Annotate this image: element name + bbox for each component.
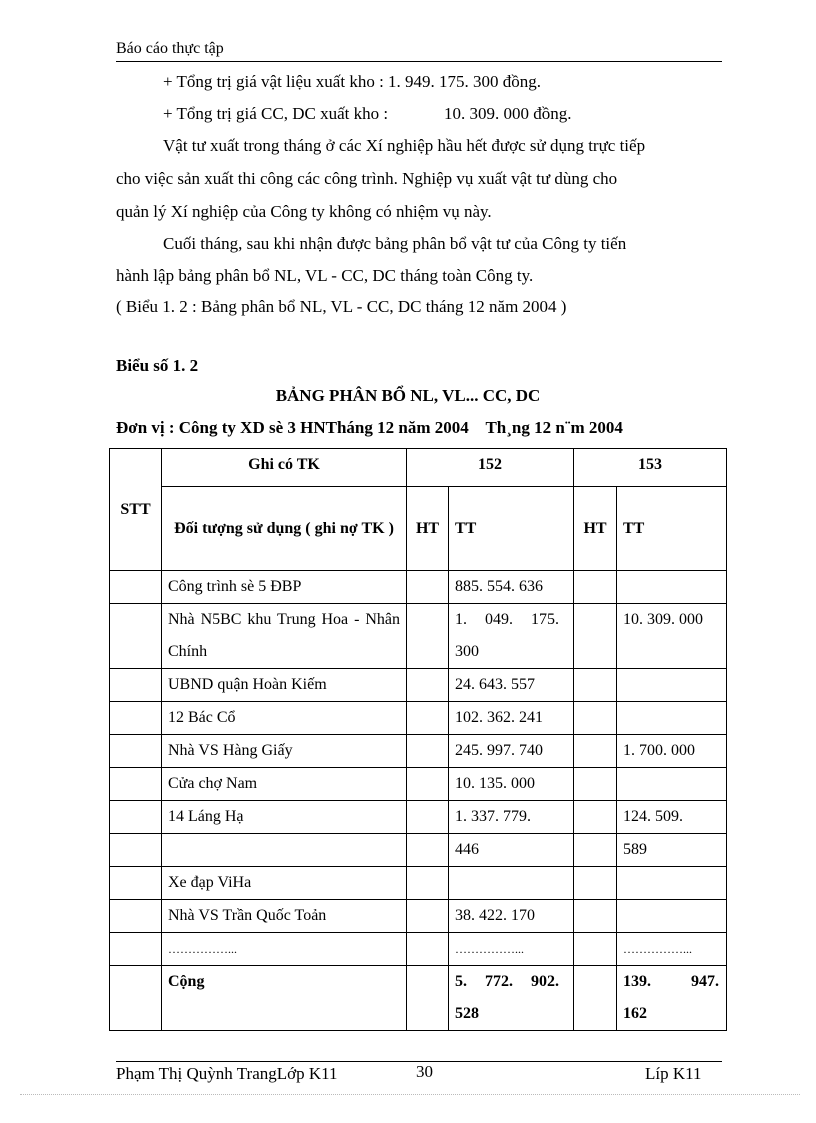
header-ht-153: HT	[574, 487, 617, 571]
table-row	[110, 933, 727, 966]
tt152-cell: 1. 337. 779.	[449, 801, 574, 834]
ht152-cell	[407, 867, 449, 900]
stt-cell	[110, 900, 162, 933]
total-label: Cộng	[162, 966, 407, 1031]
ht152-cell	[407, 801, 449, 834]
summary-line-tools-label: + Tổng trị giá CC, DC xuất kho :	[163, 104, 389, 123]
tt152-cell	[449, 867, 574, 900]
stt-cell	[110, 966, 162, 1031]
header-stt: STT	[110, 449, 162, 571]
ht153-cell	[574, 801, 617, 834]
paragraph-1-line-3: quản lý Xí nghiệp của Công ty không có nhiệm vụ này.	[116, 202, 492, 221]
ht152-cell	[407, 900, 449, 933]
tt153-cell	[617, 669, 727, 702]
header-credit-account: Ghi có TK	[162, 449, 407, 487]
exhibit-reference-note: ( Biểu 1. 2 : Bảng phân bổ NL, VL - CC, DC tháng 12 năm 2004 )	[116, 297, 567, 316]
page-header-title: Báo cáo thực tập	[116, 40, 224, 57]
paragraph-2-line-1: Cuối tháng, sau khi nhận được bảng phân bổ vật tư của Công ty tiến	[163, 234, 627, 253]
tt152-cell: 446	[449, 834, 574, 867]
table-row	[110, 801, 727, 834]
paragraph-1-line-1: Vật tư xuất trong tháng ở các Xí nghiệp hầu hết được sử dụng trực tiếp	[163, 136, 646, 155]
paragraph-1-line-2: cho việc sản xuất thi công các công trình. Nghiệp vụ xuất vật tư dùng cho	[116, 169, 618, 188]
ht153-cell	[574, 900, 617, 933]
tt153-cell	[617, 702, 727, 735]
paragraph-2-line-2: hành lập bảng phân bổ NL, VL - CC, DC tháng toàn Công ty.	[116, 266, 534, 285]
allocation-table	[109, 448, 727, 1031]
table-total-row	[110, 966, 727, 1031]
tt153-cell	[617, 768, 727, 801]
ht152-cell	[407, 604, 449, 669]
unit-line	[116, 418, 623, 438]
footer-page-number: 30	[416, 1062, 433, 1081]
table-row	[110, 768, 727, 801]
header-tt-152: TT	[449, 487, 574, 571]
header-ht-152: HT	[407, 487, 449, 571]
total-153: 139. 947. 162	[617, 966, 727, 1031]
tt152-cell: 38. 422. 170	[449, 900, 574, 933]
unit-text: Đơn vị : Công ty XD sè 3 HNTháng 12 năm 2004	[116, 418, 469, 437]
stt-cell	[110, 867, 162, 900]
tt153-cell	[617, 900, 727, 933]
ht153-cell	[574, 834, 617, 867]
table-row	[110, 735, 727, 768]
table-row	[110, 702, 727, 735]
stt-cell	[110, 801, 162, 834]
ht153-cell	[574, 966, 617, 1031]
stt-cell	[110, 702, 162, 735]
ht152-cell	[407, 735, 449, 768]
header-account-153: 153	[574, 449, 727, 487]
table-row	[110, 834, 727, 867]
object-cell: Nhà VS Hàng Giấy	[162, 735, 407, 768]
ht152-cell	[407, 834, 449, 867]
total-152: 5. 772. 902. 528	[449, 966, 574, 1031]
tt153-cell: 589	[617, 834, 727, 867]
ht152-cell	[407, 933, 449, 966]
tt152-cell: 24. 643. 557	[449, 669, 574, 702]
footer-class: Líp K11	[645, 1064, 702, 1083]
header-usage-object: Đối tượng sử dụng ( ghi nợ TK )	[162, 487, 407, 571]
tt152-cell: 1. 049. 175. 300	[449, 604, 574, 669]
ht152-cell	[407, 966, 449, 1031]
ht153-cell	[574, 669, 617, 702]
object-cell: Xe đạp ViHa	[162, 867, 407, 900]
ht153-cell	[574, 735, 617, 768]
table-header-row-2	[110, 487, 727, 571]
object-cell: Cửa chợ Nam	[162, 768, 407, 801]
ht152-cell	[407, 702, 449, 735]
object-cell: ……………...	[162, 933, 407, 966]
summary-line-materials: + Tổng trị giá vật liệu xuất kho : 1. 949. 175. 300 đồng.	[163, 72, 542, 91]
table-row	[110, 867, 727, 900]
tt152-cell: ……………...	[449, 933, 574, 966]
tt153-cell: 10. 309. 000	[617, 604, 727, 669]
table-row	[110, 669, 727, 702]
tt152-cell: 10. 135. 000	[449, 768, 574, 801]
ht153-cell	[574, 768, 617, 801]
tt153-cell	[617, 867, 727, 900]
object-cell: 12 Bác Cổ	[162, 702, 407, 735]
stt-cell	[110, 604, 162, 669]
table-title: BẢNG PHÂN BỔ NL, VL... CC, DC	[275, 386, 541, 405]
unit-garbled-text: Th¸ng 12 n¨m 2004	[485, 418, 623, 437]
stt-cell	[110, 571, 162, 604]
table-row	[110, 604, 727, 669]
table-row	[110, 571, 727, 604]
stt-cell	[110, 933, 162, 966]
stt-cell	[110, 834, 162, 867]
tt153-cell: 124. 509.	[617, 801, 727, 834]
ht153-cell	[574, 933, 617, 966]
table-row	[110, 900, 727, 933]
tt152-cell: 885. 554. 636	[449, 571, 574, 604]
ht152-cell	[407, 669, 449, 702]
header-tt-153: TT	[617, 487, 727, 571]
ht152-cell	[407, 768, 449, 801]
ht153-cell	[574, 867, 617, 900]
tt152-cell: 102. 362. 241	[449, 702, 574, 735]
object-cell: Nhà VS Trần Quốc Toản	[162, 900, 407, 933]
table-header-row-1	[110, 449, 727, 487]
page-bottom-dotted-line	[20, 1094, 800, 1095]
ht153-cell	[574, 702, 617, 735]
tt153-cell: 1. 700. 000	[617, 735, 727, 768]
object-cell: Công trình sè 5 ĐBP	[162, 571, 407, 604]
tt153-cell	[617, 571, 727, 604]
header-account-152: 152	[407, 449, 574, 487]
stt-cell	[110, 768, 162, 801]
exhibit-label: Biểu số 1. 2	[116, 356, 199, 375]
object-cell: 14 Láng Hạ	[162, 801, 407, 834]
stt-cell	[110, 735, 162, 768]
object-cell: Nhà N5BC khu Trung Hoa - Nhân Chính	[162, 604, 407, 669]
tt152-cell: 245. 997. 740	[449, 735, 574, 768]
ht153-cell	[574, 571, 617, 604]
tt153-cell: ……………...	[617, 933, 727, 966]
ht152-cell	[407, 571, 449, 604]
object-cell	[162, 834, 407, 867]
header-rule	[116, 61, 722, 62]
object-cell: UBND quận Hoàn Kiếm	[162, 669, 407, 702]
stt-cell	[110, 669, 162, 702]
footer-author: Phạm Thị Quỳnh TrangLớp K11	[116, 1064, 338, 1083]
ht153-cell	[574, 604, 617, 669]
summary-line-tools-value: 10. 309. 000 đồng.	[444, 104, 572, 123]
